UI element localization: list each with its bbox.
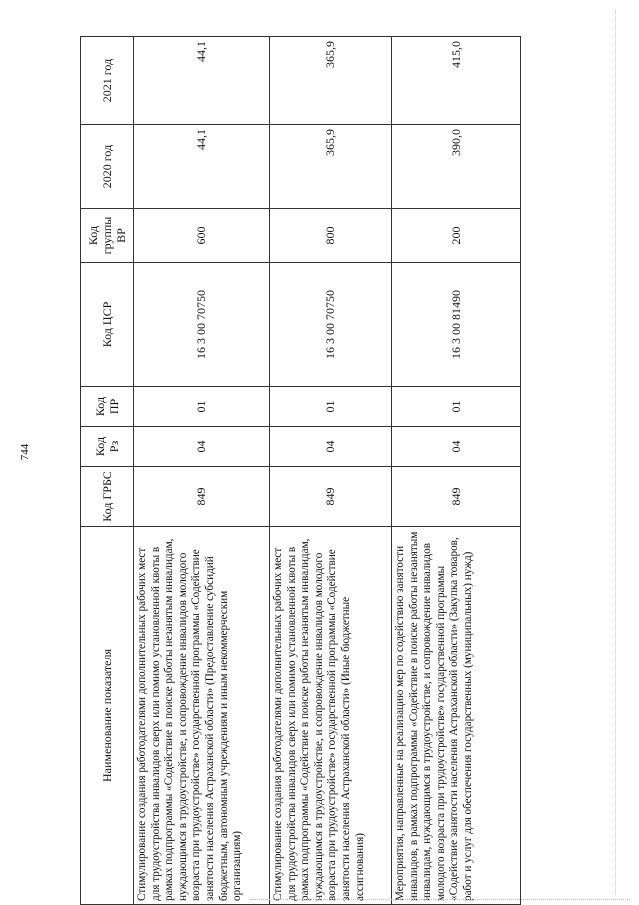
row-csr: 16 3 00 81490 [392,263,521,387]
row-2021: 415,0 [392,37,521,125]
header-vr: Код группы ВР [81,209,134,263]
row-rz: 04 [270,427,392,467]
row-name: Стимулирование создания работодателями дополнительных рабочих мест для трудоустройства инвалидов сверх или помимо установленной квоты в рамках подпрограммы «Содействие в поиске работы незанятым инвалидам, нуждающимся в трудоустройстве, и сопровождение инвалидов молодого возраста при трудоустройстве» государственной программы «Содействие занятости населения Астраханской области» (Предоставление субсидий бюджетным, автономным учреждениям и иным некоммерческим организациям) [134,527,270,905]
row-pr: 01 [392,387,521,427]
row-grbs: 849 [392,467,521,527]
row-2021: 44,1 [134,37,270,125]
table-row [134,37,270,905]
row-vr: 800 [270,209,392,263]
row-name: Мероприятия, направленные на реализацию мер по содействию занятости инвалидов, в рамках подпрограммы «Содействие в поиске работы незанятым инвалидам, нуждающимся в трудоустройстве, и сопровождение инвалидов молодого возраста при трудоустройстве» государственной программы «Содействие занятости населения Астраханской области» (Закупка товаров, работ и услуг для обеспечения государственных (муниципальных) нужд) [392,527,521,905]
row-grbs: 849 [270,467,392,527]
header-2021: 2021 год [81,37,134,125]
row-pr: 01 [134,387,270,427]
row-2020: 390,0 [392,125,521,209]
table-row [270,37,392,905]
scan-edge-line [615,10,617,895]
header-name: Наименование показателя [81,527,134,905]
row-name: Стимулирование создания работодателями дополнительных рабочих мест для трудоустройства инвалидов сверх или помимо установленной квоты в рамках подпрограммы «Содействие в поиске работы незанятым инвалидам, нуждающимся в трудоустройстве, и сопровождение инвалидов молодого возраста при трудоустройстве» государственной программы «Содействие занятости населения Астраханской области» (Иные бюджетные ассигнования) [270,527,392,905]
row-vr: 600 [134,209,270,263]
table-header-row [81,37,134,905]
row-rz: 04 [134,427,270,467]
row-csr: 16 3 00 70750 [270,263,392,387]
scan-edge-line [250,899,630,901]
table-row [392,37,521,905]
row-2020: 44,1 [134,125,270,209]
row-2020: 365,9 [270,125,392,209]
row-vr: 200 [392,209,521,263]
header-csr: Код ЦСР [81,263,134,387]
header-grbs: Код ГРБС [81,467,134,527]
row-pr: 01 [270,387,392,427]
row-rz: 04 [392,427,521,467]
header-pr: Код ПР [81,387,134,427]
header-2020: 2020 год [81,125,134,209]
budget-table [80,36,521,905]
row-2021: 365,9 [270,37,392,125]
row-grbs: 849 [134,467,270,527]
rotated-table-container [80,37,520,905]
page-number: 744 [19,443,31,461]
header-rz: Код Рз [81,427,134,467]
row-csr: 16 3 00 70750 [134,263,270,387]
